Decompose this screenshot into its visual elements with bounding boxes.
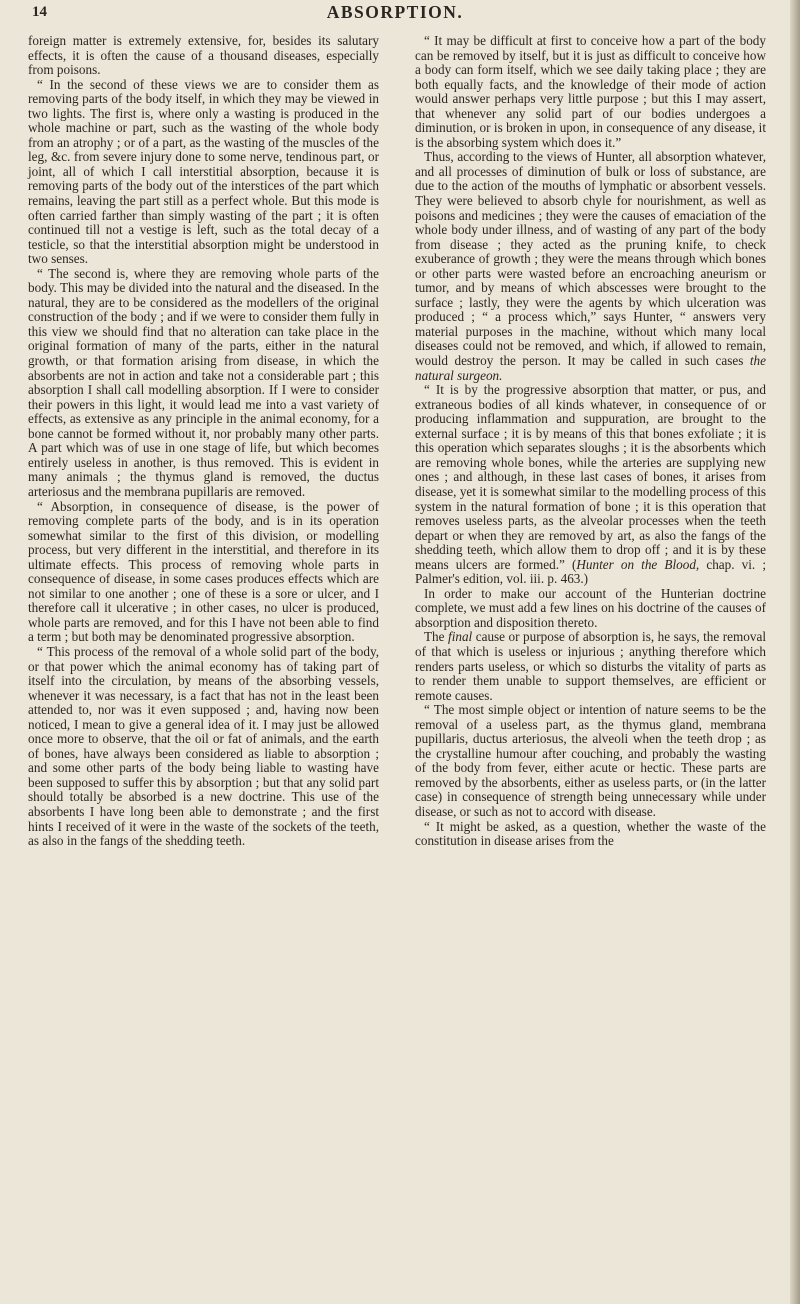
left-column — [28, 34, 379, 849]
page-edge-shadow — [790, 0, 800, 1304]
italic-phrase: the natural surgeon. — [415, 353, 766, 383]
page-number: 14 — [32, 4, 47, 20]
paragraph — [415, 150, 766, 383]
paragraph: In order to make our account of the Hunterian doctrine complete, we must add a few lines on his doctrine of the causes of absorption and disposition thereto. — [415, 585, 766, 630]
paragraph: “ It might be asked, as a question, whether the waste of the constitution in disease arises from the — [415, 818, 766, 849]
paragraph — [415, 383, 766, 587]
paragraph-text: Thus, according to the views of Hunter, all absorption whatever, and all processes of diminution of bulk or loss of substance, are due to the action of the mouths of lymphatic or absorbent vessels. They were believed to absorb chyle for nourishment, as well as poisons and medicines ; they were the causes of emaciation of the whole body under illness, and of wasting of any part of the body from disease ; they acted as the pruning knife, to check exuberance of growth ; they were the means through which bones or other parts were wasted before an encroaching aneurism or tumor, and by means of which abscesses were brought to the surface ; lastly, they were the agents by which ulceration was produced ; “ a process which,” says Hunter, “ answers very material purposes in the machine, without which many local diseases could not be removed, and which, if allowed to remain, would destroy the person. It may be called in such cases — [415, 149, 766, 369]
running-title: ABSORPTION. — [326, 2, 464, 22]
citation-title: Hunter on the Blood, — [576, 556, 700, 572]
paragraph-text: cause or purpose of absorption is, he says, the removal of that which is useless or injurious ; anything therefore which renders parts useless, or which so disturbs the vitality of parts as to render them unable to support themselves, are efficient or remote causes. — [415, 629, 766, 703]
right-column — [415, 34, 766, 849]
citation-details: chap. vi. ; Palmer's edition, vol. iii. p. 463.) — [415, 556, 766, 587]
paragraph: foreign matter is extremely extensive, for, besides its salutary effects, it is often the cause of a thousand diseases, especially from poisons. — [28, 33, 379, 78]
paragraph-text: “ It is by the progressive absorption that matter, or pus, and extraneous bodies of all kinds whatever, in consequence of or producing inflammation and suppuration, are brought to the external surface ; it is by means of this that bones exfoliate ; it is this operation which separates sloughs ; it is the absorbents which are removing whole bones, while the arteries are supplying new ones ; and although, in these last cases of bones, it arises from disease, yet it is somewhat similar to the modelling process of this system in the natural formation of bone ; it is this operation that removes useless parts, as the alveolar processes when the teeth depart or when they are removed by art, as also the fangs of the shedding teeth, which allow them to drop off ; and it is by these means ulcers are formed.” ( — [415, 382, 766, 572]
paragraph: “ The second is, where they are removing whole parts of the body. This may be divided into the natural and the diseased. In the natural, they are to be considered as the modellers of the original construction of the body ; and if we were to consider them fully in this view we should find that no alteration can take place in the original formation of many of the parts, either in the natural growth, or that formation arising from disease, in which the absorbents are not in action and take not a considerable part ; this absorption I shall call modelling absorption. If I were to consider their powers in this light, it would lead me into a vast variety of effects, as extensive as any principle in the animal economy, for a bone cannot be formed without it, nor probably many other parts. A part which was of use in one stage of life, but which becomes entirely useless in another, is thus removed. This is evident in many animals ; the thymus gland is removed, the ductus arteriosus and the membrana pupillaris are removed. — [28, 265, 379, 499]
italic-word: final — [448, 629, 473, 645]
paragraph — [415, 630, 766, 703]
paragraph: “ It may be difficult at first to conceive how a part of the body can be removed by itself, but it is just as difficult to conceive how a body can form itself, which we see daily taking place ; they are both equally facts, and the knowledge of their mode of action would answer perhaps very little purpose ; but this I may assert, that whenever any solid part of our bodies undergoes a diminution, or is broken in upon, in consequence of any disease, it is the absorbing system which does it.” — [415, 33, 766, 150]
paragraph: “ The most simple object or intention of nature seems to be the removal of a useless part, as the thymus gland, membrana pupillaris, ductus arteriosus, the alveoli when the teeth drop ; as the crystalline humour after couching, and probably the wasting of the body from fever, either acute or hectic. These parts are removed by the absorbents, either as useless parts, or (in the latter case) in consequence of strength being unnecessary while under disease, or such as not to accord with disease. — [415, 702, 766, 819]
paragraph: “ In the second of these views we are to consider them as removing parts of the body itself, in which they may be viewed in two lights. The first is, where only a wasting is produced in the whole machine or part, such as the wasting of the whole body from an atrophy ; or of a part, as the wasting of the muscles of the leg, &c. from severe injury done to some nerve, tendinous part, or joint, all of which I call interstitial absorption, because it is removing parts of the body out of the interstices of the part which remains, leaving the part still as a perfect whole. But this mode is often carried farther than simply wasting of the part ; it is often continued till not a vestige is left, such as the total decay of a testicle, so that the interstitial absorption might be understood in two senses. — [28, 76, 379, 267]
paragraph: “ Absorption, in consequence of disease, is the power of removing complete parts of the body, and is in its operation somewhat similar to the first of this division, or modelling process, but very different in the interstitial, and therefore in its ultimate effects. This process of removing whole parts in consequence of disease, in some cases produces effects which are not similar to one another ; one of these is a sore or ulcer, and I therefore call it ulcerative ; in other cases, no ulcer is produced, whole parts are removed, and for this I have not been able to find a term ; but both may be denominated progressive absorption. — [28, 498, 379, 645]
paragraph: “ This process of the removal of a whole solid part of the body, or that power which the animal economy has of taking part of itself into the circulation, by means of the absorbing vessels, whenever it was necessary, is a fact that has not in the least been attended to, nor was it even supposed ; and, having now been noticed, I mean to give a general idea of it. I may just be allowed once more to observe, that the oil or fat of animals, and the earth of bones, have always been considered as liable to absorption ; and some other parts of the body being liable to wasting have been supposed to suffer this by absorption ; but that any solid part should totally be absorbed is a new doctrine. This use of the absorbents I have long been able to demonstrate ; and the first hints I received of it were in the waste of the sockets of the teeth, as also in the fangs of the shedding teeth. — [28, 643, 379, 849]
page-header — [0, 0, 790, 30]
paragraph-text: The — [424, 629, 449, 645]
